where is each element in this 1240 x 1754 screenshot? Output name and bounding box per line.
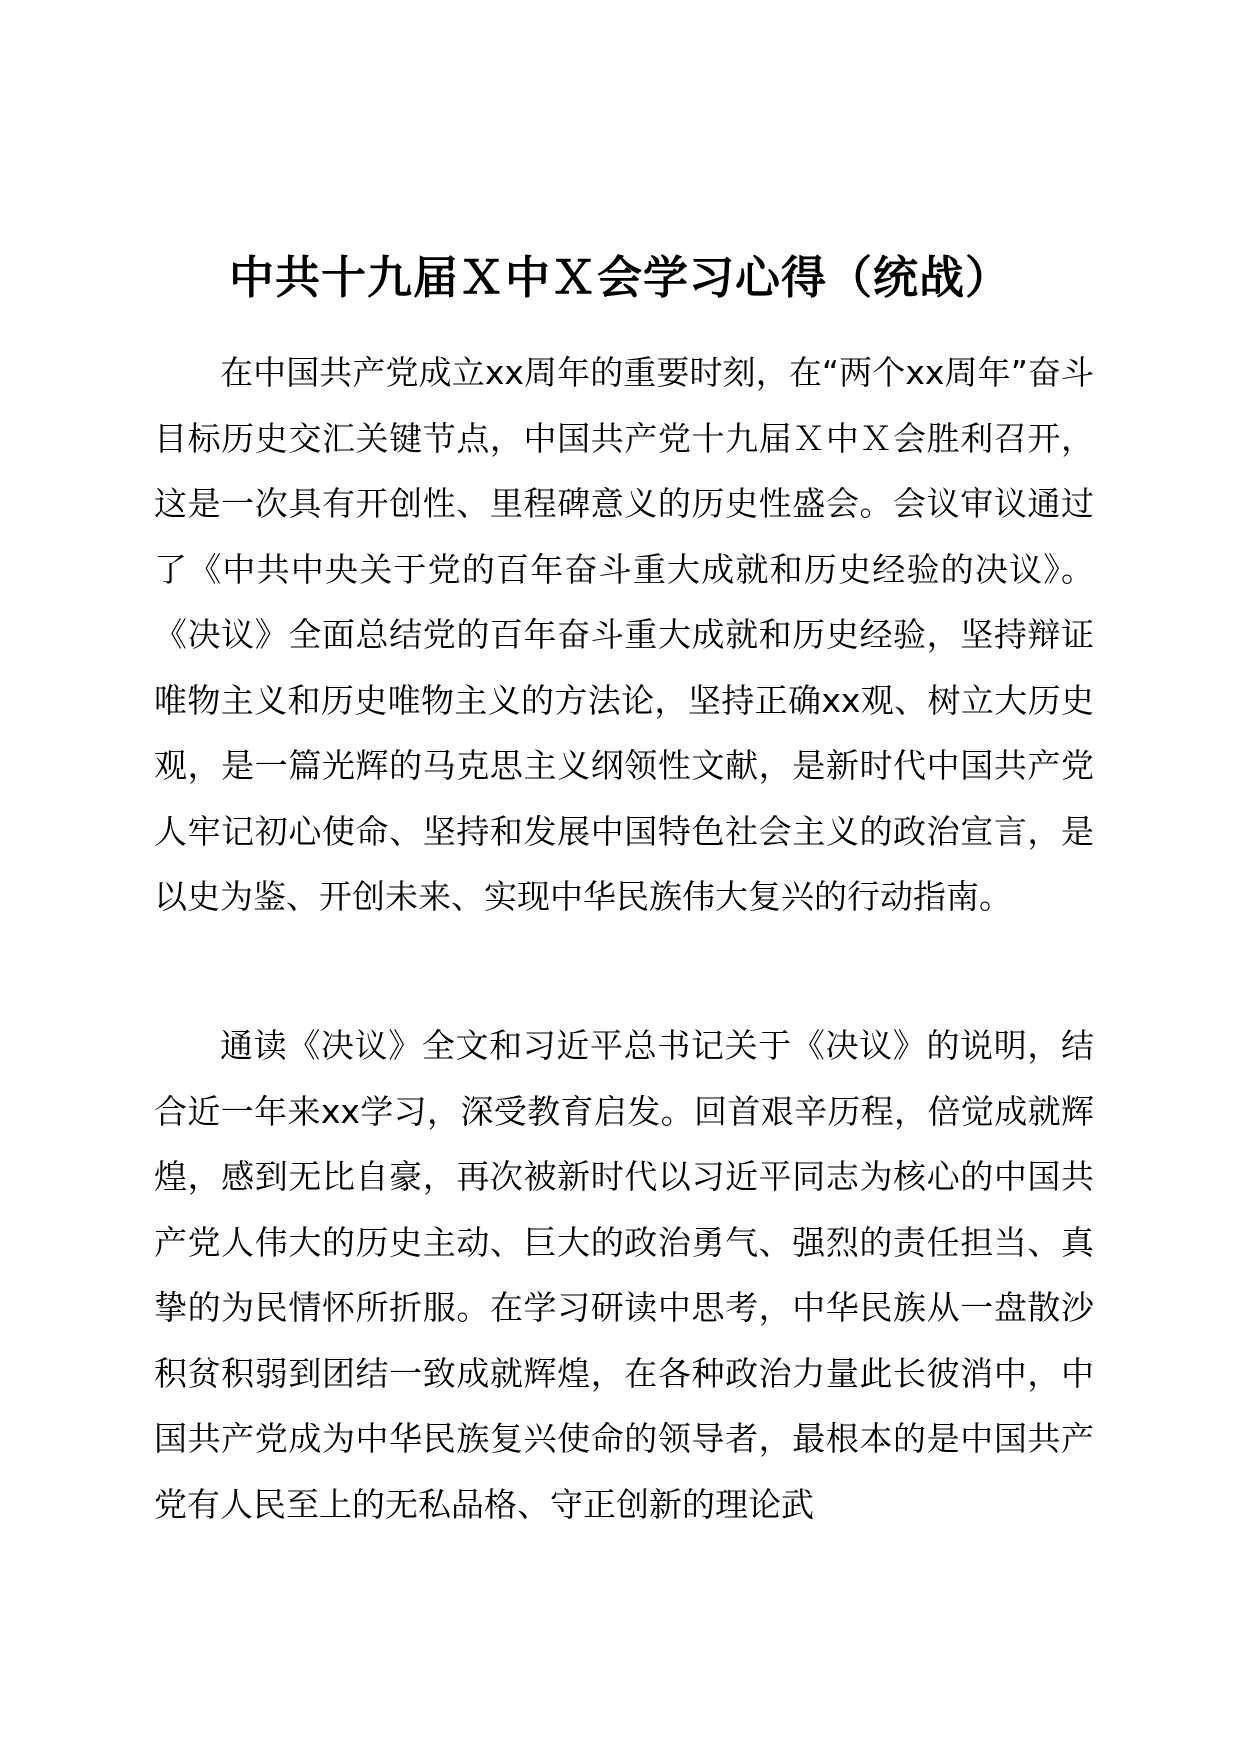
document-title: 中共十九届Ｘ中Ｘ会学习心得（统战）	[228, 251, 1011, 304]
body-paragraph-2: 通读《决议》全文和习近平总书记关于《决议》的说明，结合近一年来xx学习，深受教育启发。回首艰辛历程，倍觉成就辉煌，感到无比自豪，再次被新时代以习近平同志为核心的中国共产党人伟大的历史主动、巨大的政治勇气、强烈的责任担当、真挚的为民情怀所折服。在学习研读中思考，中华民族从一盘散沙积贫积弱到团结一致成就辉煌，在各种政治力量此长彼消中，中国共产党成为中华民族复兴使命的领导者，最根本的是中国共产党有人民至上的无私品格、守正创新的理论武	[154, 1026, 1094, 1524]
body-paragraph-1: 在中国共产党成立xx周年的重要时刻，在“两个xx周年”奋斗目标历史交汇关键节点，中国共产党十九届Ｘ中Ｘ会胜利召开，这是一次具有开创性、里程碑意义的历史性盛会。会议审议通过了《中共中央关于党的百年奋斗重大成就和历史经验的决议》。《决议》全面总结党的百年奋斗重大成就和历史经验，坚持辩证唯物主义和历史唯物主义的方法论，坚持正确xx观、树立大历史观，是一篇光辉的马克思主义纲领性文献，是新时代中国共产党人牢记初心使命、坚持和发展中国特色社会主义的政治宣言，是以史为鉴、开创未来、实现中华民族伟大复兴的行动指南。	[154, 353, 1094, 916]
